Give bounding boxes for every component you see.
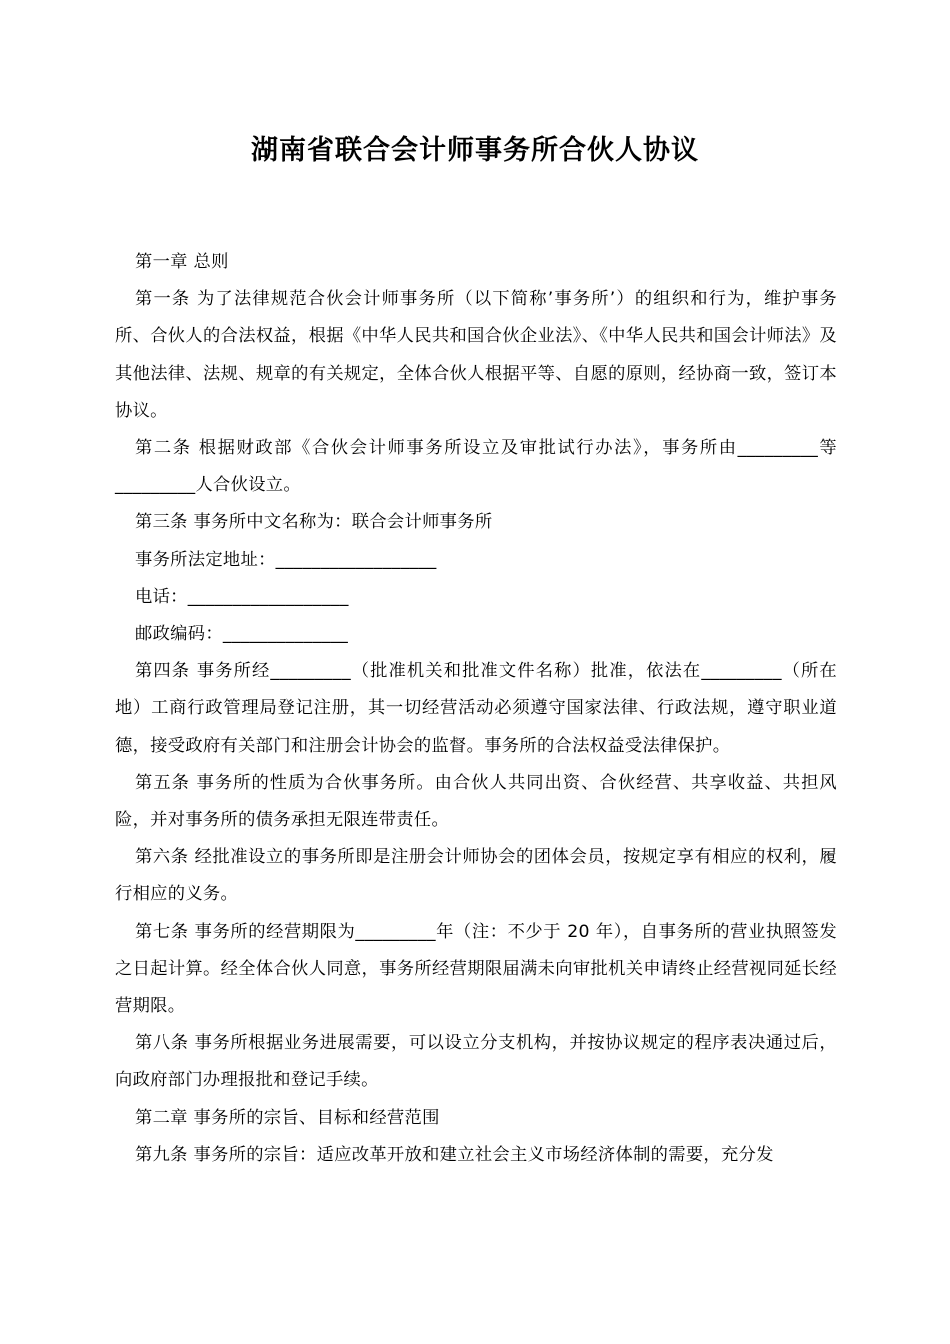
- article-5: 第五条 事务所的性质为合伙事务所。由合伙人共同出资、合伙经营、共享收益、共担风险，并对事务所的债务承担无限连带责任。: [115, 772, 837, 831]
- article-4: 第四条 事务所经_________（批准机关和批准文件名称）批准，依法在_________（所在地）工商行政管理局登记注册，其一切经营活动必须遵守国家法律、行政法规，遵守职业道德，接受政府有关部门和注册会计协会的监督。事务所的合法权益受法律保护。: [115, 661, 837, 756]
- chapter-heading-1: 第一章 总则: [135, 252, 229, 272]
- postal-code-line: 邮政编码：______________: [135, 624, 349, 645]
- article-6: 第六条 经批准设立的事务所即是注册会计师协会的团体会员，按规定享有相应的权利，履行相应的义务。: [115, 847, 837, 905]
- document-body: [115, 244, 837, 1174]
- article-1: 第一条 为了法律规范合伙会计师事务所（以下简称’事务所’）的组织和行为，维护事务所、合伙人的合法权益，根据《中华人民共和国合伙企业法》、《中华人民共和国会计师法》及其他法律、法规、规章的有关规定，全体合伙人根据平等、自愿的原则，经协商一致，签订本协议。: [115, 289, 837, 421]
- article-9: 第九条 事务所的宗旨：适应改革开放和建立社会主义市场经济体制的需要，充分发: [135, 1144, 774, 1165]
- office-address-line: 事务所法定地址：__________________: [135, 549, 437, 570]
- article-2: 第二条 根据财政部《合伙会计师事务所设立及审批试行办法》，事务所由_________等_________人合伙设立。: [115, 438, 837, 496]
- article-3: 第三条 事务所中文名称为：联合会计师事务所: [135, 512, 493, 533]
- phone-line: 电话：__________________: [135, 586, 349, 607]
- chapter-heading-2: 第二章 事务所的宗旨、目标和经营范围: [135, 1107, 440, 1128]
- article-7: 第七条 事务所的经营期限为_________年（注：不少于 20 年），自事务所的营业执照签发之日起计算。经全体合伙人同意，事务所经营期限届满未向审批机关申请终止经营视同延长经营期限。: [115, 921, 837, 1017]
- document-title: 湖南省联合会计师事务所合伙人协议: [251, 135, 699, 166]
- article-8: 第八条 事务所根据业务进展需要，可以设立分支机构，并按协议规定的程序表决通过后，向政府部门办理报批和登记手续。: [115, 1033, 837, 1091]
